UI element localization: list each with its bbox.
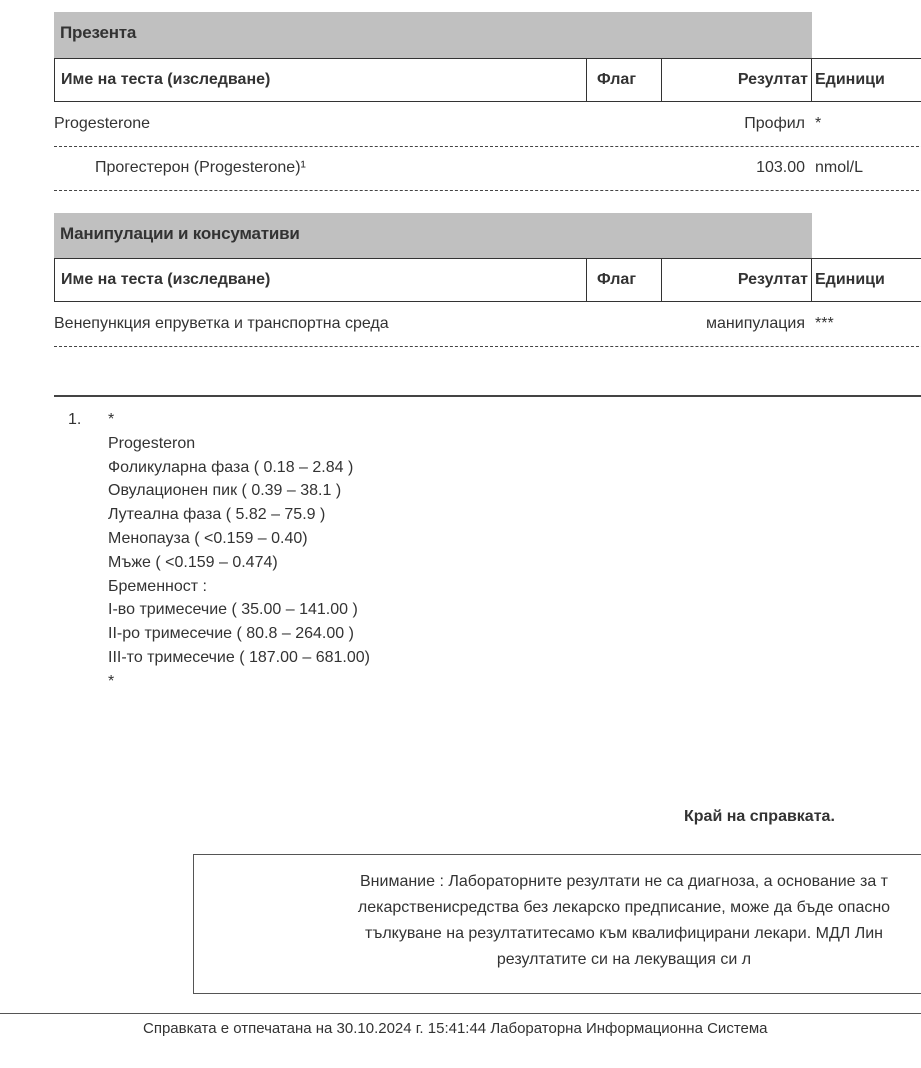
column-header-flag: Флаг — [586, 259, 662, 301]
note-line: Мъже ( <0.159 – 0.474) — [108, 553, 278, 571]
disclaimer-line: резултатите си на лекуващия си л — [496, 951, 752, 968]
note-line: Лутеална фаза ( 5.82 – 75.9 ) — [108, 506, 326, 524]
note-line: Менопауза ( <0.159 – 0.40) — [108, 529, 308, 547]
table-row — [54, 303, 921, 347]
divider — [54, 395, 921, 397]
test-result: 103.00 — [756, 159, 805, 176]
column-header-units: Единици — [811, 259, 921, 301]
note-line: Овулационен пик ( 0.39 – 38.1 ) — [108, 482, 342, 500]
table-header-row — [54, 258, 921, 302]
disclaimer-box — [193, 854, 921, 994]
note-line: III-то тримесечие ( 187.00 – 681.00) — [108, 648, 370, 666]
disclaimer-line: Внимание : Лабораторните резултати не са диагноза, а основание за т — [360, 873, 888, 890]
section-header-manipulations — [54, 213, 812, 259]
footer-divider — [0, 1013, 921, 1014]
note-line: * — [108, 672, 115, 690]
note-line: Progesteron — [108, 434, 196, 452]
section-title: Манипулации и консумативи — [60, 224, 300, 243]
note-line: Бременност : — [108, 577, 207, 595]
test-units: *** — [815, 315, 834, 332]
disclaimer-line: лекарственисредства без лекарско предписание, може да бъде опасно — [357, 899, 891, 916]
column-header-result: Резултат — [661, 59, 812, 101]
note-line: I-во тримесечие ( 35.00 – 141.00 ) — [108, 601, 358, 619]
column-header-name: Име на теста (изследване) — [61, 71, 271, 88]
footer-printed-info: Справката е отпечатана на 30.10.2024 г. 15:41:44 Лабораторна Информационна Система — [143, 1020, 768, 1037]
note-number: 1. — [68, 411, 82, 428]
table-row — [54, 103, 921, 147]
test-units: * — [815, 115, 822, 132]
column-header-name: Име на теста (изследване) — [61, 271, 271, 288]
column-header-units: Единици — [811, 59, 921, 101]
disclaimer-line: тълкуване на резултатитесамо към квалифицирани лекари. МДЛ Лин — [364, 925, 883, 942]
test-result: Профил — [744, 115, 805, 132]
section-header-presenta — [54, 12, 812, 58]
note-lines — [108, 408, 370, 694]
test-units: nmol/L — [815, 159, 864, 176]
table-row — [54, 147, 921, 191]
test-result: манипулация — [706, 315, 805, 332]
test-name: Progesterone — [54, 115, 151, 132]
table-header-row — [54, 58, 921, 102]
note-line: II-ро тримесечие ( 80.8 – 264.00 ) — [108, 625, 354, 643]
column-header-result: Резултат — [661, 259, 812, 301]
section-title: Презента — [60, 23, 137, 42]
column-header-flag: Флаг — [586, 59, 662, 101]
end-of-report: Край на справката. — [684, 808, 835, 825]
test-name: Прогестерон (Progesterone)¹ — [95, 159, 306, 176]
note-line: Фоликуларна фаза ( 0.18 – 2.84 ) — [108, 458, 354, 476]
disclaimer-text — [24, 869, 921, 973]
test-name: Венепункция епруветка и транспортна среда — [54, 315, 389, 332]
note-line: * — [108, 411, 115, 428]
